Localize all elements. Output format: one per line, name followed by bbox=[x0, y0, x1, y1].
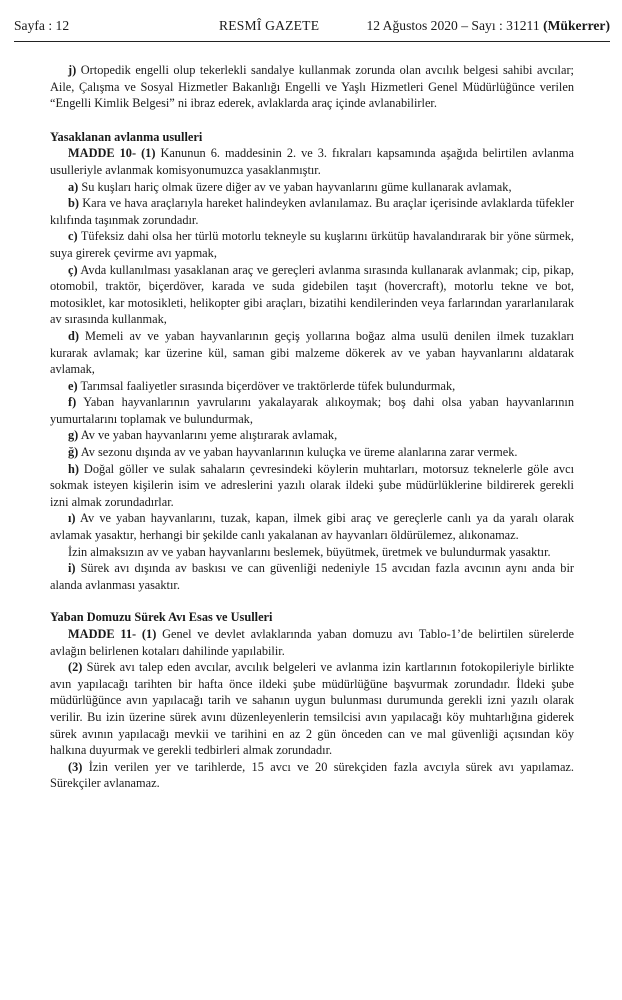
paragraph bbox=[50, 179, 574, 196]
paragraph-lead: g) bbox=[68, 428, 79, 443]
paragraph bbox=[50, 378, 574, 395]
supplement-label: (Mükerrer) bbox=[543, 18, 610, 33]
document-body bbox=[50, 62, 574, 792]
paragraph bbox=[50, 444, 574, 461]
paragraph-text: Av ve yaban hayvanlarını yeme alıştırarak avlamak, bbox=[78, 428, 338, 443]
paragraph bbox=[50, 394, 574, 427]
issue-date-number: 12 Ağustos 2020 – Sayı : 31211 bbox=[366, 18, 540, 33]
paragraph-lead: ı) bbox=[68, 511, 76, 526]
paragraph-text: Doğal göller ve sulak sahaların çevresindeki köylerin muhtarları, motorsuz teknelerle göle avcı sokmak isteyen kişilerin isim ve adreslerini yazılı olarak ildeki şube müdürlüklerine bildirerek gerekli izni almak zorundadırlar. bbox=[50, 461, 574, 509]
paragraph-text: Av ve yaban hayvanlarını, tuzak, kapan, ilmek gibi araç ve gereçlerle canlı ya da yaralı olarak avlamak yasaktır, herhangi bir şekilde canlı yakalanan av hayvanları öldürülemez, alıkonamaz. bbox=[50, 511, 574, 543]
paragraph-text: Sürek avı talep eden avcılar, avcılık belgeleri ve avlanma izin kartlarının fotokopileriyle birlikte avın yapılacağı tarihten bir hafta önce ildeki şube müdürlüğüne başvurmak zorundadır. İldeki şube müdürlüğünce avın yapılacağı tarih ve sahanın uygun bulunması durumunda gerekli izni yazılı olarak verilir. Bu izin üzerine sürek avını düzenleyenlerin temsilcisi avın yapılacağı köy muhtarlığına giderek sürek avının yapılacağı mevkii ve tarihini en az 2 gün önceden can ve mal güvenliği açısından köy halkına duyurmak ve gerekli tedbirleri almak zorundadır. bbox=[50, 660, 574, 758]
paragraph-text: Av sezonu dışında av ve yaban hayvanlarının kuluçka ve üreme alanlarına zarar vermek. bbox=[78, 445, 518, 460]
paragraph-lead: e) bbox=[68, 378, 78, 393]
clause-number: (1) bbox=[136, 146, 156, 161]
paragraph-text: Kara ve hava araçlarıyla hareket halindeyken avlanılamaz. Bu araçlar içerisinde avlaklarda tüfekler kılıfında taşınmak zorundadır. bbox=[50, 196, 574, 227]
paragraph-lead: c) bbox=[68, 229, 78, 244]
paragraph-text: Memeli av ve yaban hayvanlarının geçiş yollarına boğaz alma usulü denilen ilmek tuzakları kurarak avlamak; kar üzerine kül, saman gibi malzeme dökerek av ve yaban hayvanlarını aldatarak avlamak, bbox=[50, 328, 574, 377]
paragraph-lead: f) bbox=[68, 395, 77, 410]
page-header bbox=[14, 18, 610, 40]
gazette-title: RESMÎ GAZETE bbox=[219, 18, 320, 33]
paragraph-text: Tarımsal faaliyetler sırasında biçerdöver ve traktörlerde tüfek bulundurmak, bbox=[77, 378, 456, 393]
paragraph-text: Ortopedik engelli olup tekerlekli sandalye kullanmak zorunda olan avcılık belgesi sahibi avcılar; Aile, Çalışma ve Sosyal Hizmetler Bakanlığı Engelli ve Yaşlı Hizmetleri Genel Müdürlüğünce verilen “Engelli Kimlik Belgesi” ni ibraz ederek, avlaklarda araç içinde avlanabilirler. bbox=[50, 63, 574, 111]
article-number: MADDE 10- bbox=[68, 146, 137, 161]
paragraph-text: Avda kullanılması yasaklanan araç ve gereçleri avlanma sırasında kullanarak avlanmak; cip, pikap, otomobil, traktör, biçerdöver, karada ve suda gidebilen taşıt (hovercraft), motorlu tekne ve bot, motosiklet, kar motosikleti, helikopter gibi araçları, bizatihi kendilerinden veya farlarından yararlanılarak av sırasında kullanmak, bbox=[50, 262, 574, 327]
paragraph bbox=[50, 659, 574, 759]
paragraph-lead: j) bbox=[68, 63, 77, 77]
paragraph-lead: ğ) bbox=[68, 445, 79, 460]
paragraph bbox=[50, 427, 574, 444]
paragraph bbox=[50, 262, 574, 328]
paragraph-text: Su kuşları hariç olmak üzere diğer av ve yaban hayvanlarını güme kullanarak avlamak, bbox=[78, 179, 512, 194]
paragraph-text: İzin almaksızın av ve yaban hayvanlarını beslemek, büyütmek, üretmek ve bulundurmak yasaktır. bbox=[68, 544, 551, 559]
page-number: Sayfa : 12 bbox=[14, 18, 70, 33]
paragraph-text: Sürek avı dışında av baskısı ve can güvenliği nedeniyle 15 avcıdan fazla avcının aynı anda bir alanda avlanması yasaktır. bbox=[50, 561, 574, 592]
paragraph-lead: i) bbox=[68, 561, 76, 576]
header-divider bbox=[14, 41, 610, 42]
paragraph bbox=[50, 544, 574, 561]
issue-info bbox=[366, 18, 610, 34]
paragraph-text: Tüfeksiz dahi olsa her türlü motorlu tekneyle su kuşlarını ürkütüp havalandırarak bir yöne sürmek, suya girerek çevirme avı yapmak, bbox=[50, 229, 574, 260]
paragraph bbox=[50, 62, 574, 112]
clause-number: (1) bbox=[136, 627, 157, 641]
paragraph-lead: d) bbox=[68, 328, 79, 343]
paragraph bbox=[50, 461, 574, 511]
article-paragraph bbox=[50, 145, 574, 178]
paragraph-text: Yaban hayvanlarının yavrularını yakalayarak alıkoymak; boş dahi olsa yaban hayvanlarının yumurtalarını toplamak ve bulundurmak, bbox=[50, 395, 574, 426]
paragraph-text: Kanunun 6. maddesinin 2. ve 3. fıkraları kapsamında aşağıda belirtilen avlanma usulleriyle avlanmak komisyonumuzca yasaklanmıştır. bbox=[50, 146, 575, 177]
paragraph bbox=[50, 195, 574, 228]
article-paragraph bbox=[50, 626, 574, 659]
paragraph-lead: a) bbox=[68, 179, 79, 194]
paragraph bbox=[50, 510, 574, 543]
article-number: MADDE 11- bbox=[68, 627, 137, 641]
paragraph-text: Genel ve devlet avlaklarında yaban domuzu avı Tablo-1’de belirtilen sürelerde avlağın belirlenen kotaları dahilinde yapılabilir. bbox=[50, 627, 574, 658]
clause-number: (2) bbox=[68, 660, 83, 675]
paragraph bbox=[50, 759, 574, 792]
clause-number: (3) bbox=[68, 759, 83, 774]
paragraph-lead: ç) bbox=[68, 262, 78, 277]
section-heading: Yasaklanan avlanma usulleri bbox=[50, 129, 203, 144]
paragraph-text: İzin verilen yer ve tarihlerde, 15 avcı ve 20 sürekçiden fazla avcıyla sürek avı yapılamaz. Sürekçiler avlanamaz. bbox=[50, 759, 574, 791]
paragraph bbox=[50, 328, 574, 378]
section-heading: Yaban Domuzu Sürek Avı Esas ve Usulleri bbox=[50, 610, 273, 625]
paragraph-lead: h) bbox=[68, 461, 79, 476]
paragraph-lead: b) bbox=[68, 196, 79, 211]
paragraph bbox=[50, 560, 574, 593]
paragraph bbox=[50, 228, 574, 261]
